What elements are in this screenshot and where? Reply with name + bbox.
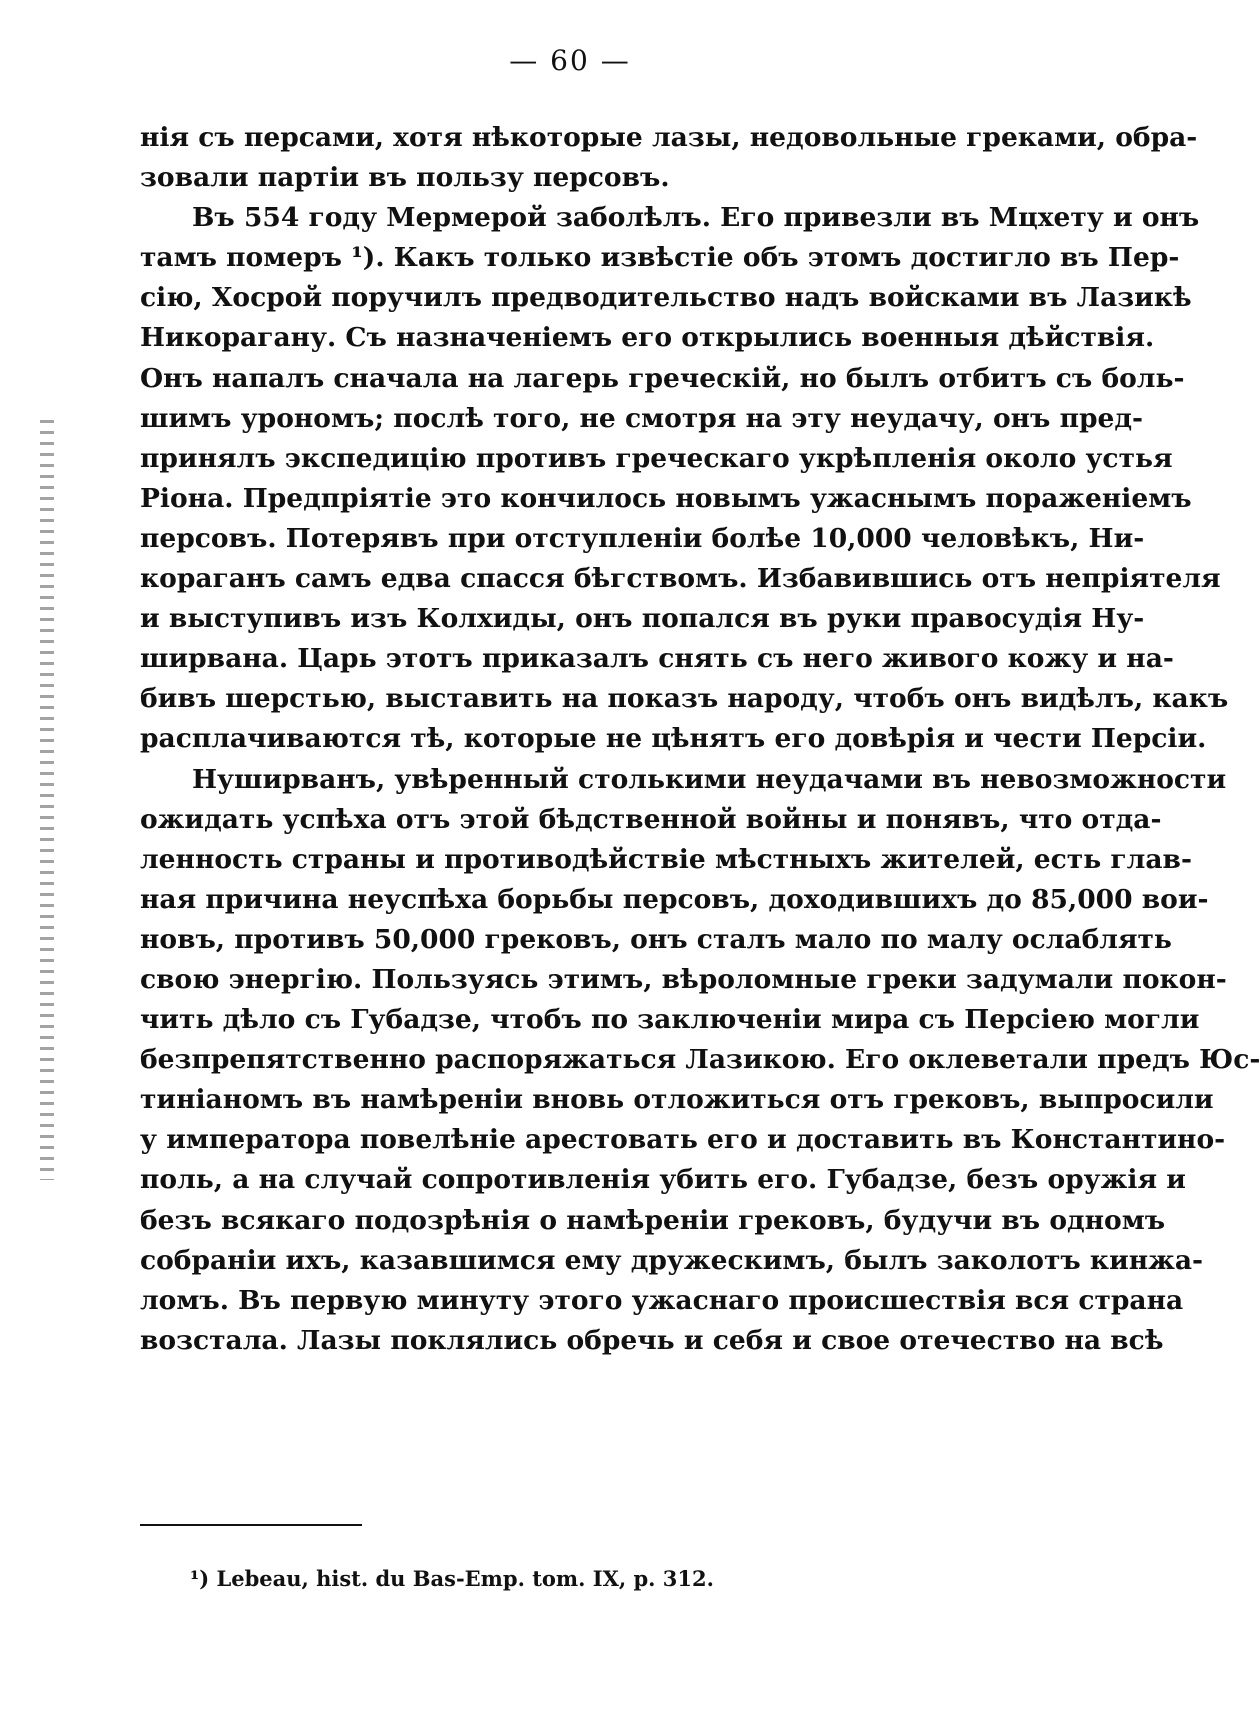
text-line: кораганъ самъ едва спасся бѣгствомъ. Избавившись отъ непріятеля bbox=[140, 563, 1221, 595]
text-line: бивъ шерстью, выставить на показъ народу, чтобъ онъ видѣлъ, какъ bbox=[140, 683, 1229, 715]
text-line: персовъ. Потерявъ при отступленіи болѣе 10,000 человѣкъ, Ни- bbox=[140, 522, 1145, 554]
text-line: ожидать успѣха отъ этой бѣдственной войны и понявъ, что отда- bbox=[140, 803, 1162, 835]
text-line: новъ, противъ 50,000 грековъ, онъ сталъ мало по малу ослаблять bbox=[140, 923, 1172, 955]
text-line: Никорагану. Съ назначеніемъ его открылись военныя дѣйствія. bbox=[140, 322, 1155, 354]
text-line: свою энергію. Пользуясь этимъ, вѣроломные греки задумали покон- bbox=[140, 963, 1227, 995]
text-line: расплачиваются тѣ, которые не цѣнятъ его довѣрія и чести Персіи. bbox=[140, 723, 1207, 755]
text-line: ленность страны и противодѣйствіе мѣстныхъ жителей, есть глав- bbox=[140, 843, 1192, 875]
text-line: безъ всякаго подозрѣнія о намѣреніи грековъ, будучи въ одномъ bbox=[140, 1204, 1166, 1236]
text-line: возстала. Лазы поклялись обречь и себя и свое отечество на всѣ bbox=[140, 1324, 1164, 1356]
text-line: Онъ напалъ сначала на лагерь греческій, но былъ отбитъ съ боль- bbox=[140, 362, 1185, 394]
text-line: ломъ. Въ первую минуту этого ужаснаго происшествія вся страна bbox=[140, 1284, 1184, 1316]
text-line: ная причина неуспѣха борьбы персовъ, доходившихъ до 85,000 вои- bbox=[140, 883, 1209, 915]
text-line: шимъ урономъ; послѣ того, не смотря на эту неудачу, онъ пред- bbox=[140, 402, 1144, 434]
text-line: безпрепятственно распоряжаться Лазикою. Его оклеветали предъ Юс- bbox=[140, 1044, 1260, 1076]
footnote-divider bbox=[140, 1524, 362, 1526]
body-text bbox=[140, 118, 1260, 1361]
text-line: собраніи ихъ, казавшимся ему дружескимъ, былъ заколотъ кинжа- bbox=[140, 1244, 1204, 1276]
text-line: чить дѣло съ Губадзе, чтобъ по заключеніи мира съ Персіею могли bbox=[140, 1004, 1200, 1036]
text-line: нія съ персами, хотя нѣкоторые лазы, недовольные греками, обра- bbox=[140, 122, 1198, 153]
text-line: Въ 554 году Мермерой заболѣлъ. Его привезли въ Мцхету и онъ bbox=[192, 202, 1200, 234]
text-line: и выступивъ изъ Колхиды, онъ попался въ руки правосудія Ну- bbox=[140, 603, 1145, 635]
text-line: зовали партіи въ пользу персовъ. bbox=[140, 162, 670, 194]
binding-shadow bbox=[40, 420, 54, 1180]
text-line: поль, а на случай сопротивленія убить его. Губадзе, безъ оружія и bbox=[140, 1164, 1186, 1196]
page-number: — 60 — bbox=[509, 44, 631, 77]
text-line: тиніаномъ въ намѣреніи вновь отложиться отъ грековъ, выпросили bbox=[140, 1084, 1214, 1116]
text-line: Нуширванъ, увѣренный столькими неудачами въ невозможности bbox=[192, 763, 1227, 795]
text-line: принялъ экспедицію противъ греческаго укрѣпленія около устья bbox=[140, 442, 1173, 474]
text-line: у императора повелѣніе арестовать его и доставить въ Константино- bbox=[140, 1124, 1226, 1156]
footnote: ¹) Lebeau, hist. du Bas-Emp. tom. IX, p. 312. bbox=[190, 1566, 714, 1591]
text-line: тамъ померъ ¹). Какъ только извѣстіе объ этомъ достигло въ Пер- bbox=[140, 242, 1180, 274]
text-line: ширвана. Царь этотъ приказалъ снять съ него живого кожу и на- bbox=[140, 643, 1174, 675]
text-line: сію, Хосрой поручилъ предводительство надъ войсками въ Лазикѣ bbox=[140, 282, 1192, 314]
text-line: Ріона. Предпріятіе это кончилось новымъ ужаснымъ пораженіемъ bbox=[140, 482, 1192, 514]
